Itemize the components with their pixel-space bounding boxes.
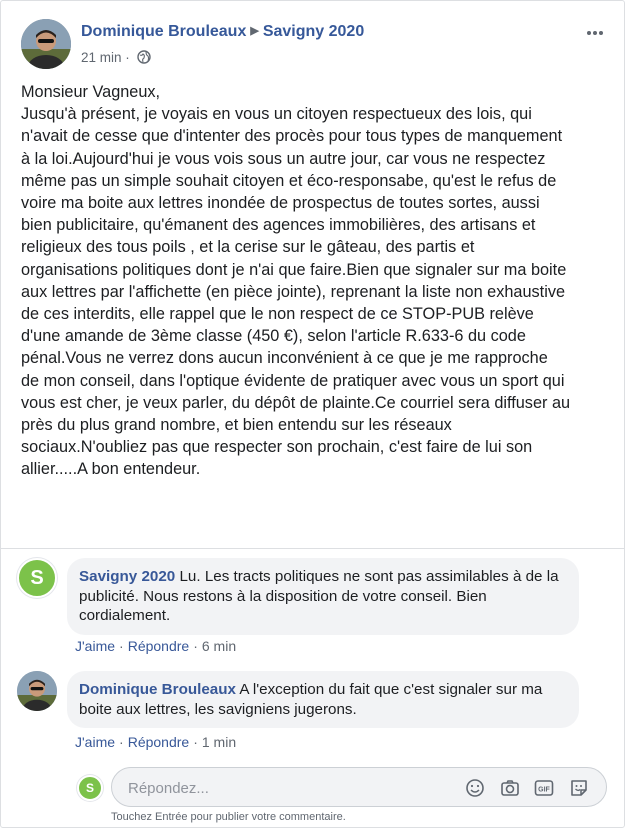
comments-divider (1, 548, 624, 549)
post-author-name[interactable]: Dominique Brouleaux (81, 23, 247, 40)
comment-avatar[interactable]: S (17, 558, 57, 598)
comment-author[interactable]: Savigny 2020 (79, 568, 176, 585)
author-photo (21, 19, 71, 69)
reply-hint: Touchez Entrée pour publier votre commentaire. (111, 811, 346, 823)
like-link[interactable]: J'aime (75, 734, 116, 750)
reply-input[interactable] (126, 777, 450, 799)
reply-box[interactable] (111, 767, 607, 807)
comment-author[interactable]: Dominique Brouleaux (79, 681, 236, 698)
commenter-photo (17, 671, 57, 711)
comment-bubble (67, 671, 579, 728)
emoji-icon[interactable] (464, 777, 486, 799)
meta-separator: · (125, 50, 130, 65)
more-options-icon[interactable] (587, 22, 609, 32)
post-author-line (81, 23, 364, 41)
reply-composer (77, 767, 611, 809)
comment-time[interactable]: 6 min (201, 638, 237, 654)
reply-avatar: S (77, 775, 103, 801)
camera-icon[interactable] (499, 777, 521, 799)
author-avatar[interactable] (21, 19, 71, 69)
comment-actions: J'aime · Répondre · 1 min (75, 734, 237, 750)
comment-item (17, 558, 617, 654)
sticker-icon[interactable] (568, 777, 590, 799)
gif-icon[interactable] (533, 777, 555, 799)
post-target-page[interactable]: Savigny 2020 (262, 23, 365, 40)
post-meta (81, 50, 151, 67)
post-time[interactable]: 21 min (81, 50, 122, 65)
comment-text: A l'exception du fait que c'est signaler sur ma boite aux lettres, les savigniens jugerons. (79, 681, 543, 718)
post-header (21, 18, 611, 70)
like-link[interactable]: J'aime (75, 638, 116, 654)
post-body-text: Monsieur Vagneux, Jusqu'à présent, je voyais en vous un citoyen respectueux des lois, qui n'avait de cesse que d'intenter des procès pour tous types de manquement à la loi.Aujourd'hui je vous vois sous un autre jour, car vous ne respectez même pas un simple souhait citoyen et éco-responsabe, qu'est le refus de voire ma boite aux lettres inondée de prospectus de toutes sortes, aussi bien publicitaire, qu'émanent des agences immobilières, des artisans et religieux des tous poils , et la cerise sur le gâteau, des partis et organisations politiques dont je n'ai que faire.Bien que signaler sur ma boite aux lettres par l'affichette (en pièce jointe), reprenant la liste non exhaustive de ces interdits, elle rappel que le non respect de ce STOP-PUB relève d'une amande de 3ème classe (450 €), selon l'article R.633-6 du code pénal.Vous ne verrez dons aucun inconvénient à ce que je me rapproche de mon conseil, dans l'optique évidente de pratiquer avec vous un sport qui vous est cher, je veux parler, du dépôt de plainte.Ce courriel sera diffuser au près du plus grand nombre, et bien entendu sur les réseaux sociaux.N'oubliez pas que respecter son prochain, c'est faire de lui son allier.....A bon entendeur. (21, 83, 571, 479)
comment-avatar[interactable] (17, 671, 57, 711)
comment-item (17, 671, 617, 751)
reply-link[interactable]: Répondre (127, 734, 190, 750)
comment-text: Lu. Les tracts politiques ne sont pas assimilables à de la publicité. Nous restons à la disposition de votre conseil. Bien cordialement. (79, 568, 559, 624)
reply-link[interactable]: Répondre (127, 638, 190, 654)
comment-actions: J'aime · Répondre · 6 min (75, 638, 237, 654)
comment-time[interactable]: 1 min (201, 734, 237, 750)
share-arrow-icon: ▶ (250, 25, 259, 37)
comment-bubble (67, 558, 579, 635)
svg-text:GIF: GIF (538, 786, 550, 794)
globe-icon[interactable] (137, 50, 151, 67)
